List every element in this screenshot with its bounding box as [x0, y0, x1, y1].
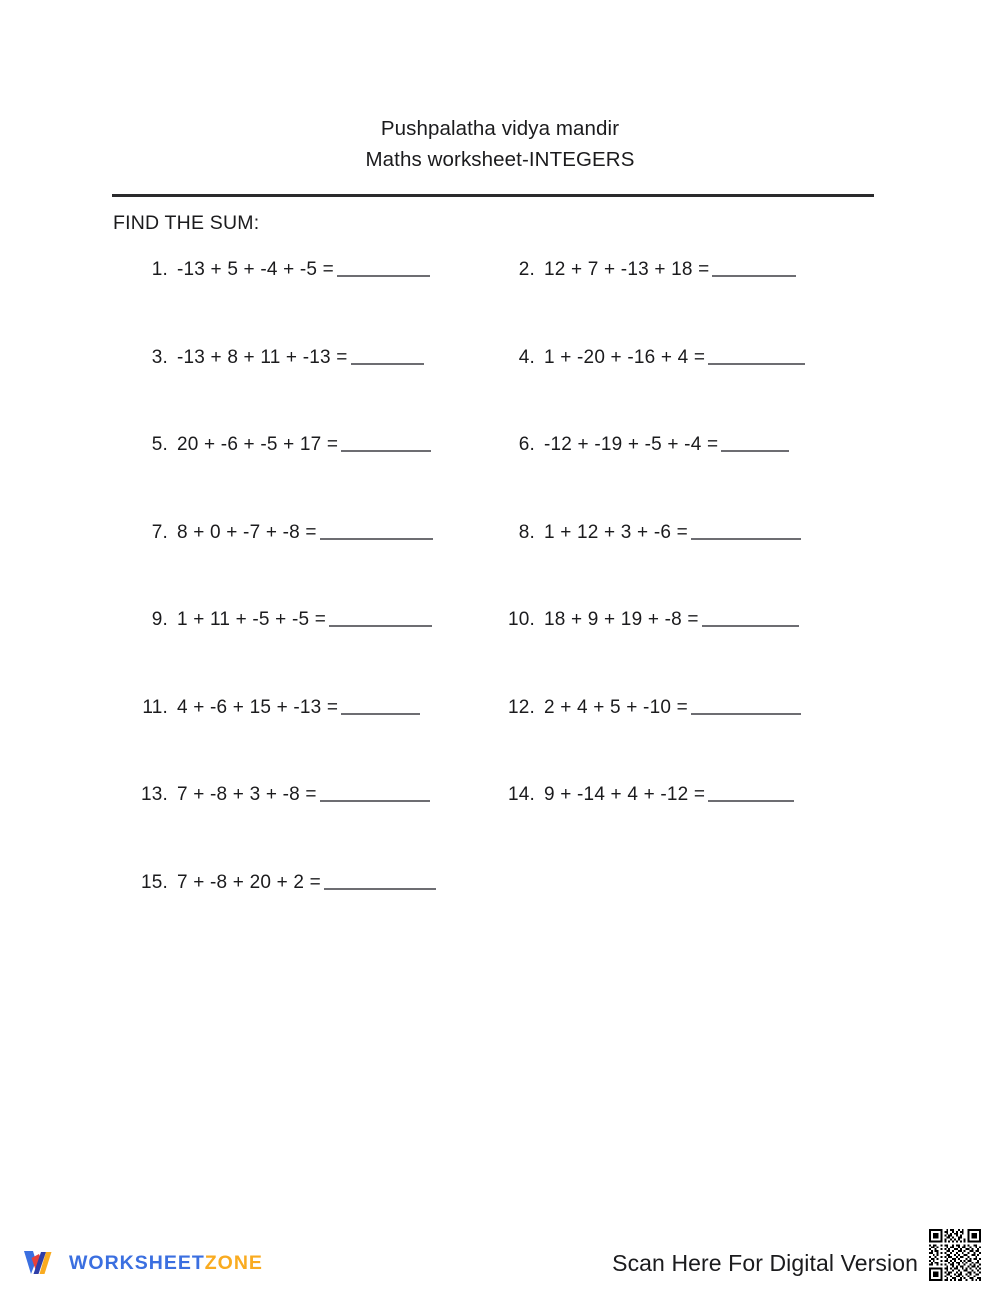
- problem-row: [0, 346, 1000, 434]
- answer-blank[interactable]: [320, 523, 433, 540]
- problem-number: 15.: [140, 871, 168, 893]
- problem-expression: 1 + -20 + -16 + 4 =: [544, 346, 706, 368]
- problem-number: 9.: [151, 609, 168, 630]
- problem-list: [0, 258, 1000, 893]
- problem-number: 5.: [151, 434, 168, 455]
- problem-number: 7.: [151, 521, 168, 543]
- problem-item: [499, 696, 801, 719]
- problem-expression: 4 + -6 + 15 + -13 =: [177, 696, 339, 718]
- problem-number: 10.: [507, 609, 535, 630]
- problem-item: [132, 346, 424, 369]
- problem-item: [499, 433, 789, 456]
- problem-item: [499, 608, 799, 631]
- logo-word-zone: ZONE: [204, 1251, 263, 1274]
- problem-expression: 1 + 11 + -5 + -5 =: [177, 609, 327, 630]
- problem-expression: 7 + -8 + 20 + 2 =: [177, 871, 321, 893]
- problem-expression: -13 + 5 + -4 + -5 =: [177, 259, 334, 280]
- problem-row: [0, 521, 1000, 609]
- answer-blank[interactable]: [337, 260, 430, 277]
- problem-expression: 2 + 4 + 5 + -10 =: [544, 696, 688, 718]
- answer-blank[interactable]: [324, 873, 436, 890]
- problem-number: 8.: [518, 521, 535, 543]
- problem-expression: 8 + 0 + -7 + -8 =: [177, 521, 317, 543]
- problem-row: [0, 258, 1000, 346]
- problem-row: [0, 696, 1000, 784]
- problem-expression: -13 + 8 + 11 + -13 =: [177, 346, 348, 368]
- worksheet-zone-logo[interactable]: [22, 1248, 263, 1278]
- school-name: Pushpalatha vidya mandir: [380, 117, 620, 140]
- header-divider: [112, 194, 874, 197]
- problem-number: 12.: [507, 696, 535, 718]
- problem-item: [132, 521, 433, 544]
- problem-number: 11.: [142, 696, 168, 718]
- answer-blank[interactable]: [708, 348, 805, 365]
- problem-item: [132, 783, 430, 806]
- logo-wordmark: [69, 1252, 263, 1275]
- problem-item: [499, 346, 805, 369]
- problem-item: [132, 433, 431, 456]
- answer-blank[interactable]: [341, 435, 431, 452]
- answer-blank[interactable]: [320, 785, 430, 802]
- problem-row: [0, 608, 1000, 696]
- problem-item: [132, 258, 430, 281]
- problem-expression: 1 + 12 + 3 + -6 =: [544, 521, 688, 543]
- problem-row: [0, 433, 1000, 521]
- answer-blank[interactable]: [712, 260, 796, 277]
- worksheet-header: [0, 113, 1000, 175]
- problem-expression: -12 + -19 + -5 + -4 =: [544, 434, 719, 455]
- answer-blank[interactable]: [721, 435, 789, 452]
- answer-blank[interactable]: [341, 698, 420, 715]
- problem-item: [499, 521, 801, 544]
- answer-blank[interactable]: [329, 610, 432, 627]
- worksheet-zone-w-mark: [22, 1248, 60, 1278]
- answer-blank[interactable]: [702, 610, 799, 627]
- answer-blank[interactable]: [691, 523, 801, 540]
- logo-word-worksheet: WORKSHEET: [69, 1251, 205, 1274]
- answer-blank[interactable]: [691, 698, 801, 715]
- answer-blank[interactable]: [708, 785, 794, 802]
- qr-code[interactable]: [927, 1227, 983, 1283]
- problem-number: 1.: [151, 259, 168, 280]
- problem-number: 2.: [518, 259, 535, 280]
- section-heading: FIND THE SUM:: [113, 212, 260, 234]
- problem-expression: 18 + 9 + 19 + -8 =: [544, 609, 699, 630]
- problem-item: [132, 871, 436, 894]
- problem-number: 14.: [507, 784, 535, 805]
- problem-expression: 9 + -14 + 4 + -12 =: [544, 784, 706, 805]
- problem-item: [132, 608, 432, 631]
- problem-number: 13.: [140, 784, 168, 805]
- answer-blank[interactable]: [351, 348, 424, 365]
- problem-row: [0, 783, 1000, 871]
- problem-expression: 20 + -6 + -5 + 17 =: [177, 434, 339, 455]
- problem-item: [499, 783, 794, 806]
- worksheet-title: Maths worksheet-INTEGERS: [365, 148, 635, 171]
- problem-expression: 12 + 7 + -13 + 18 =: [544, 259, 710, 280]
- problem-item: [499, 258, 796, 281]
- problem-number: 6.: [518, 434, 535, 455]
- problem-item: [132, 696, 420, 719]
- problem-expression: 7 + -8 + 3 + -8 =: [177, 784, 317, 805]
- problem-number: 4.: [518, 346, 535, 368]
- scan-prompt-text: Scan Here For Digital Version: [612, 1250, 918, 1276]
- problem-number: 3.: [151, 346, 168, 368]
